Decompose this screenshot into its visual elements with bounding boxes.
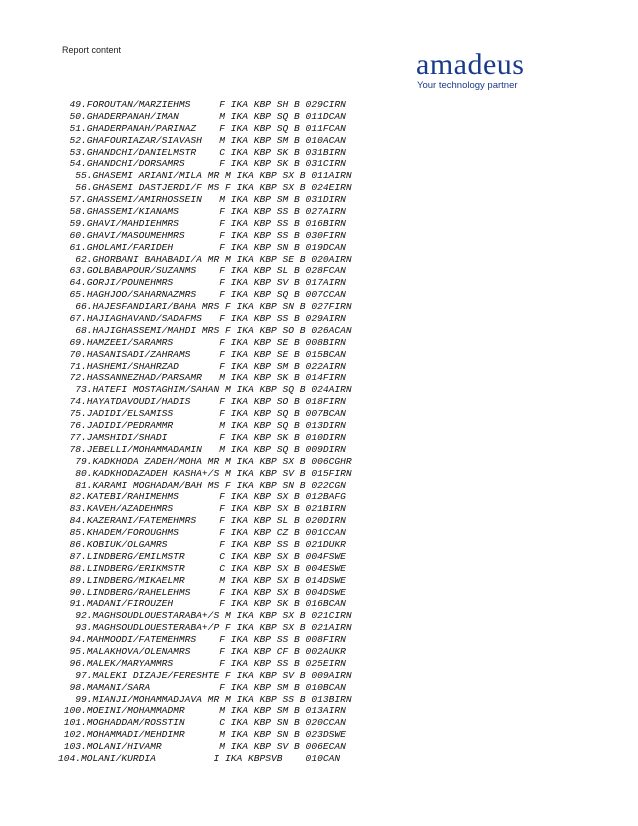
passenger-line: 92.MAGHSOUDLOUESTARABA+/S M IKA KBP SX B 021CIRN xyxy=(58,610,352,622)
passenger-line: 65.HAGHJOO/SAHARNAZMRS F IKA KBP SQ B 007CCAN xyxy=(58,289,346,301)
passenger-line: 54.GHANDCHI/DORSAMRS F IKA KBP SK B 031CIRN xyxy=(58,158,346,170)
passenger-line: 78.JEBELLI/MOHAMMADAMIN M IKA KBP SQ B 009DIRN xyxy=(58,443,346,455)
passenger-line: 102.MOHAMMADI/MEHDIMR M IKA KBP SN B 023DSWE xyxy=(58,729,346,741)
passenger-line: 86.KOBIUK/OLGAMRS F IKA KBP SS B 021DUKR xyxy=(58,538,346,550)
passenger-line: 95.MALAKHOVA/OLENAMRS F IKA KBP CF B 002AUKR xyxy=(58,645,346,657)
passenger-line: 89.LINDBERG/MIKAELMR M IKA KBP SX B 014DSWE xyxy=(58,574,346,586)
passenger-line: 85.KHADEM/FOROUGHMS F IKA KBP CZ B 001CCAN xyxy=(58,527,346,539)
logo-wordmark: amadeus xyxy=(416,48,525,81)
passenger-line: 98.MAMANI/SARA F IKA KBP SM B 010BCAN xyxy=(58,681,346,693)
passenger-line: 55.GHASEMI ARIANI/MILA MR M IKA KBP SX B 011AIRN xyxy=(58,170,352,182)
passenger-line: 68.HAJIGHASSEMI/MAHDI MRS F IKA KBP SO B 026ACAN xyxy=(58,324,352,336)
passenger-line: 64.GORJI/POUNEHMRS F IKA KBP SV B 017AIRN xyxy=(58,277,346,289)
passenger-line: 56.GHASEMI DASTJERDI/F MS F IKA KBP SX B 024EIRN xyxy=(58,182,352,194)
passenger-line: 74.HAYATDAVOUDI/HADIS F IKA KBP SO B 018FIRN xyxy=(58,396,346,408)
passenger-line: 52.GHAFOURIAZAR/SIAVASH M IKA KBP SM B 010ACAN xyxy=(58,134,346,146)
passenger-line: 63.GOLBABAPOUR/SUZANMS F IKA KBP SL B 028FCAN xyxy=(58,265,346,277)
passenger-line: 87.LINDBERG/EMILMSTR C IKA KBP SX B 004FSWE xyxy=(58,550,346,562)
passenger-line: 53.GHANDCHI/DANIELMSTR C IKA KBP SK B 031BIRN xyxy=(58,146,346,158)
passenger-line: 100.MOEINI/MOHAMMADMR M IKA KBP SM B 013AIRN xyxy=(58,705,346,717)
passenger-line: 99.MIANJI/MOHAMMADJAVA MR M IKA KBP SS B 013BIRN xyxy=(58,693,352,705)
passenger-line: 91.MADANI/FIROUZEH F IKA KBP SK B 016BCAN xyxy=(58,598,346,610)
passenger-line: 90.LINDBERG/RAHELEHMS F IKA KBP SX B 004DSWE xyxy=(58,586,346,598)
passenger-line: 49.FOROUTAN/MARZIEHMS F IKA KBP SH B 029CIRN xyxy=(58,99,346,110)
passenger-line: 83.KAVEH/AZADEHMRS F IKA KBP SX B 021BIRN xyxy=(58,503,346,515)
passenger-line: 77.JAMSHIDI/SHADI F IKA KBP SK B 010DIRN xyxy=(58,431,346,443)
passenger-line: 51.GHADERPANAH/PARINAZ F IKA KBP SQ B 011FCAN xyxy=(58,122,346,134)
passenger-line: 101.MOGHADDAM/ROSSTIN C IKA KBP SN B 020CCAN xyxy=(58,717,346,729)
passenger-line: 88.LINDBERG/ERIKMSTR C IKA KBP SX B 004ESWE xyxy=(58,562,346,574)
passenger-line: 81.KARAMI MOGHADAM/BAH MS F IKA KBP SN B 022CGN xyxy=(58,479,346,491)
passenger-line: 60.GHAVI/MASOUMEHMRS F IKA KBP SS B 030FIRN xyxy=(58,229,346,241)
passenger-line: 61.GHOLAMI/FARIDEH F IKA KBP SN B 019DCAN xyxy=(58,241,346,253)
passenger-line: 58.GHASSEMI/KIANAMS F IKA KBP SS B 027AIRN xyxy=(58,206,346,218)
passenger-line: 103.MOLANI/HIVAMR M IKA KBP SV B 006ECAN xyxy=(58,741,346,753)
passenger-list xyxy=(58,99,388,765)
passenger-line: 57.GHASSEMI/AMIRHOSSEIN M IKA KBP SM B 031DIRN xyxy=(58,194,346,206)
passenger-line: 76.JADIDI/PEDRAMMR M IKA KBP SQ B 013DIRN xyxy=(58,420,346,432)
passenger-line: 97.MALEKI DIZAJE/FERESHTE F IKA KBP SV B 009AIRN xyxy=(58,669,352,681)
passenger-line: 75.JADIDI/ELSAMISS F IKA KBP SQ B 007BCAN xyxy=(58,408,346,420)
passenger-line: 66.HAJESFANDIARI/BAHA MRS F IKA KBP SN B 027FIRN xyxy=(58,301,352,313)
passenger-line: 59.GHAVI/MAHDIEHMRS F IKA KBP SS B 016BIRN xyxy=(58,217,346,229)
passenger-line: 67.HAJIAGHAVAND/SADAFMS F IKA KBP SS B 029AIRN xyxy=(58,313,346,325)
report-content-label: Report content xyxy=(62,45,122,55)
passenger-line: 62.GHORBANI BAHABADI/A MR M IKA KBP SE B 020AIRN xyxy=(58,253,352,265)
passenger-line: 104.MOLANI/KURDIA I IKA KBPSVB 010CAN xyxy=(58,752,341,764)
passenger-line: 96.MALEK/MARYAMMRS F IKA KBP SS B 025EIRN xyxy=(58,657,346,669)
passenger-line: 84.KAZERANI/FATEMEHMRS F IKA KBP SL B 020DIRN xyxy=(58,515,346,527)
passenger-line: 94.MAHMOODI/FATEMEHMRS F IKA KBP SS B 008FIRN xyxy=(58,634,346,646)
passenger-line: 93.MAGHSOUDLOUESTERABA+/P F IKA KBP SX B 021AIRN xyxy=(58,622,352,634)
passenger-line: 79.KADKHODA ZADEH/MOHA MR M IKA KBP SX B 006CGHR xyxy=(58,455,352,467)
passenger-line: 50.GHADERPANAH/IMAN M IKA KBP SQ B 011DCAN xyxy=(58,110,346,122)
passenger-line: 72.HASSANNEZHAD/PARSAMR M IKA KBP SK B 014FIRN xyxy=(58,372,346,384)
passenger-line: 70.HASANISADI/ZAHRAMS F IKA KBP SE B 015BCAN xyxy=(58,348,346,360)
passenger-line: 69.HAMZEEI/SARAMRS F IKA KBP SE B 008BIRN xyxy=(58,336,346,348)
amadeus-logo xyxy=(414,50,554,94)
passenger-line: 71.HASHEMI/SHAHRZAD F IKA KBP SM B 022AIRN xyxy=(58,360,346,372)
passenger-line: 80.KADKHODAZADEH KASHA+/S M IKA KBP SV B 015FIRN xyxy=(58,467,352,479)
passenger-line: 73.HATEFI MOSTAGHIM/SAHAN M IKA KBP SQ B 024AIRN xyxy=(58,384,352,396)
passenger-line: 82.KATEBI/RAHIMEHMS F IKA KBP SX B 012BAFG xyxy=(58,491,346,503)
logo-tagline: Your technology partner xyxy=(417,80,518,91)
